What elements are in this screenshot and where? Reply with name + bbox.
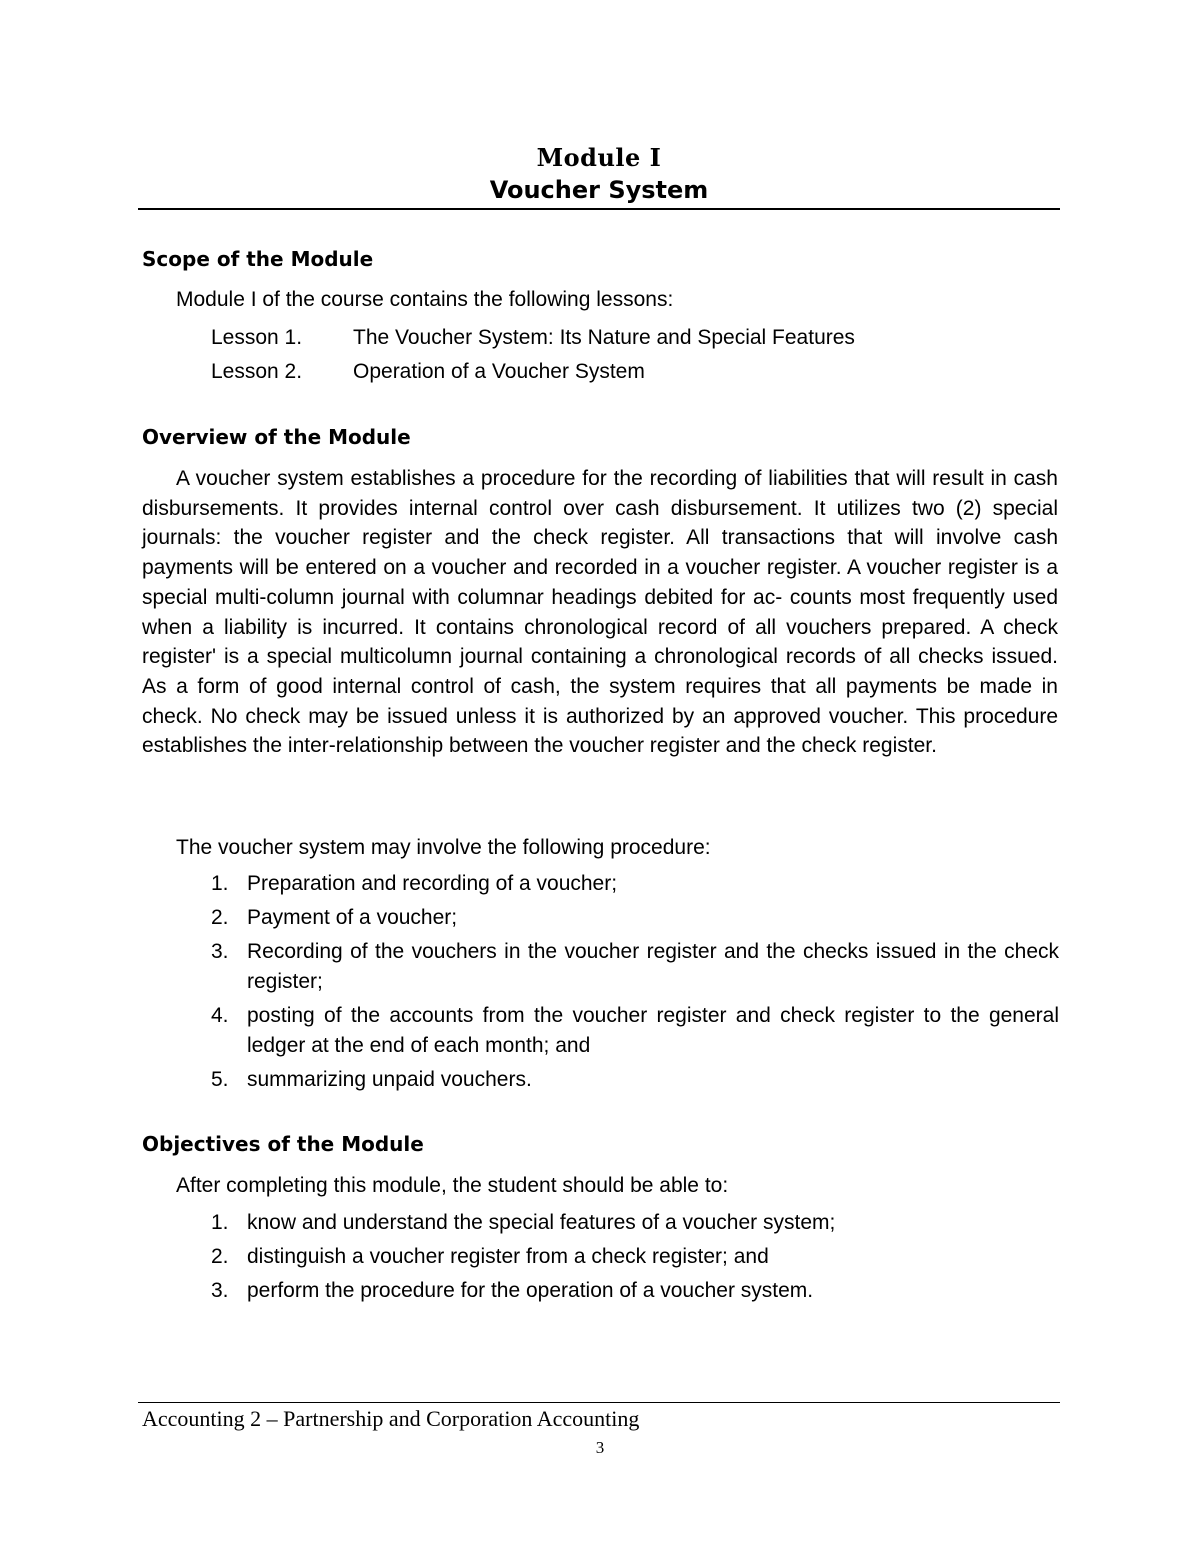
list-item-text: know and understand the special features of a voucher system; xyxy=(247,1211,836,1234)
list-item xyxy=(211,937,1059,997)
list-item-text: perform the procedure for the operation of a voucher system. xyxy=(247,1279,814,1302)
scope-heading: Scope of the Module xyxy=(142,247,374,271)
scope-intro: Module I of the course contains the following lessons: xyxy=(176,288,674,311)
list-item xyxy=(211,869,1059,899)
footer-divider xyxy=(138,1402,1060,1403)
list-item-text: summarizing unpaid vouchers. xyxy=(247,1068,532,1091)
lesson-title: The Voucher System: Its Nature and Special Features xyxy=(353,326,855,349)
lesson-number: Lesson 1. xyxy=(211,326,303,349)
module-title xyxy=(138,143,1060,207)
lesson-number: Lesson 2. xyxy=(211,360,303,383)
list-item-number: 2. xyxy=(211,1245,229,1268)
list-item xyxy=(211,1242,1059,1272)
list-item-number: 2. xyxy=(211,906,229,929)
page-number: 3 xyxy=(595,1438,605,1457)
list-item xyxy=(211,1065,1059,1095)
list-item-text: Preparation and recording of a voucher; xyxy=(247,872,618,895)
list-item-text: Payment of a voucher; xyxy=(247,906,458,929)
list-item-text: distinguish a voucher register from a check register; and xyxy=(247,1245,769,1268)
procedure-intro: The voucher system may involve the following procedure: xyxy=(176,836,711,859)
procedure-list xyxy=(211,869,1059,1095)
list-item-text: posting of the accounts from the voucher register and check register to the general ledger at the end of each month; and xyxy=(247,1004,1059,1057)
list-item-number: 1. xyxy=(211,872,229,895)
list-item-text: Recording of the vouchers in the voucher register and the checks issued in the check register; xyxy=(247,940,1059,993)
objectives-intro: After completing this module, the student should be able to: xyxy=(176,1174,729,1197)
objectives-list xyxy=(211,1208,1059,1306)
list-item-number: 3. xyxy=(211,940,229,963)
lesson-title: Operation of a Voucher System xyxy=(353,360,645,383)
title-divider xyxy=(138,208,1060,210)
module-topic-heading: Voucher System xyxy=(489,176,709,204)
list-item-number: 4. xyxy=(211,1004,229,1027)
objectives-heading: Objectives of the Module xyxy=(142,1132,424,1156)
list-item-number: 1. xyxy=(211,1211,229,1234)
overview-heading: Overview of the Module xyxy=(142,425,411,449)
module-number-heading: Module I xyxy=(536,143,662,172)
list-item xyxy=(211,1276,1059,1306)
footer-course-title: Accounting 2 – Partnership and Corporation Accounting xyxy=(142,1406,640,1431)
overview-paragraph: A voucher system establishes a procedure for the recording of liabilities that will result in cash disbursements. It provides internal control over cash disbursement. It utilizes two (2) special journals: the voucher register and the check register. All transactions that will involve cash payments will be entered on a voucher and recorded in a voucher register. A voucher register is a special multi-column journal with columnar headings debited for ac- counts most frequently used when a liability is incurred. It contains chronological record of all vouchers prepared. A check register' is a special multicolumn journal containing a chronological records of all checks issued. As a form of good internal control of cash, the system requires that all payments be made in check. No check may be issued unless it is authorized by an approved voucher. This procedure establishes the inter-relationship between the voucher register and the check register. xyxy=(142,467,1058,758)
list-item-number: 5. xyxy=(211,1068,229,1091)
list-item xyxy=(211,903,1059,933)
list-item xyxy=(211,1001,1059,1061)
list-item-number: 3. xyxy=(211,1279,229,1302)
list-item xyxy=(211,1208,1059,1238)
